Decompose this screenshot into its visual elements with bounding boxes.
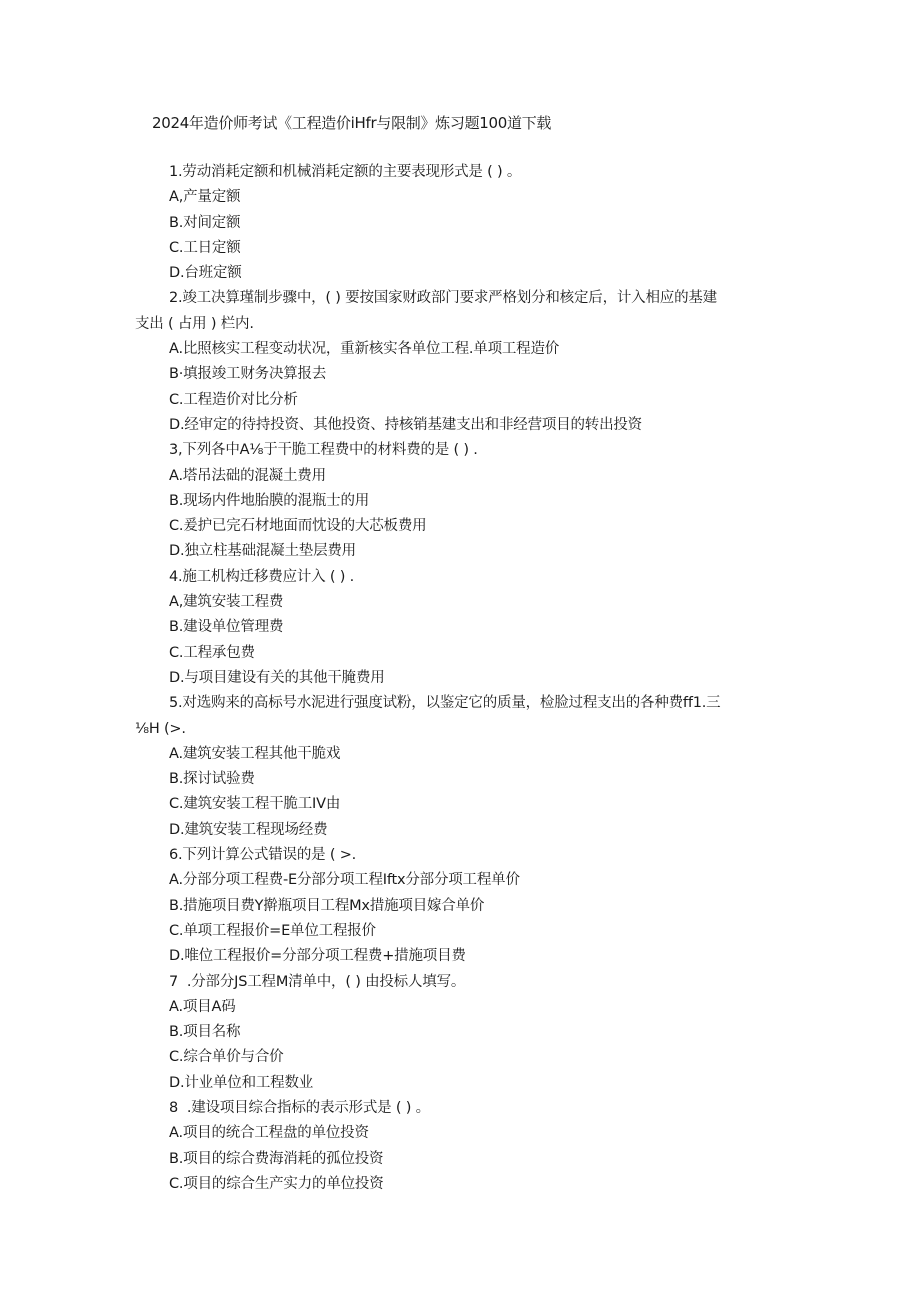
question-line: 7 .分部分JS工程M清单中，( ) 由投标人填写。 bbox=[169, 973, 466, 990]
option-line: A,建筑安装工程费 bbox=[169, 594, 284, 611]
question-line: 5.对选购来的高标号水泥进行强度试粉，以鉴定它的质量，检脸过程支出的各种费ff1.三 bbox=[169, 695, 721, 712]
option-line: B.探讨试验费 bbox=[169, 771, 255, 788]
option-line: A.项目A码 bbox=[169, 998, 236, 1015]
option-line: B.建设单位管理费 bbox=[169, 619, 284, 636]
option-line: C.综合单价与合价 bbox=[169, 1049, 284, 1066]
option-line: B.措施项目费Y擀瓶项目工程Mx措施项目嫁合单价 bbox=[169, 897, 485, 914]
option-line: A.项目的统合工程盘的单位投资 bbox=[169, 1125, 369, 1142]
option-line: C.项目的综合生产实力的单位投资 bbox=[169, 1175, 384, 1192]
question-line: 4.施工机构迁移费应计入 ( ) . bbox=[169, 568, 354, 585]
option-line: D.计业单位和工程数业 bbox=[169, 1074, 314, 1091]
document-title: 2024年造价师考试《工程造价iHfr与限制》炼习题100道下载 bbox=[152, 114, 552, 132]
option-line: C.单项工程报价=E单位工程报价 bbox=[169, 922, 376, 939]
option-line: C.建筑安装工程干脆工IV由 bbox=[169, 796, 341, 813]
option-line: A,产量定额 bbox=[169, 189, 241, 206]
option-line: B.项目名称 bbox=[169, 1024, 241, 1041]
option-line: A.比照核实工程变动状况，重新核实各单位工程.单项工程造价 bbox=[169, 341, 560, 358]
option-line: B·填报竣工财务决算报去 bbox=[169, 366, 327, 383]
question-continuation-line: 支出 ( 占用 ) 栏内. bbox=[135, 315, 254, 332]
question-continuation-line: ⅛H (>. bbox=[135, 720, 186, 737]
option-line: A.建筑安装工程其他干脆戏 bbox=[169, 745, 341, 762]
document-body bbox=[135, 160, 772, 1197]
question-line: 8 .建设项目综合指标的表示形式是 ( ) 。 bbox=[169, 1099, 430, 1116]
option-line: D.独立柱基础混凝土垫层费用 bbox=[169, 543, 356, 560]
question-line: 2.竣工决算瑾制步骤中，( ) 要按国家财政部门要求严格划分和核定后，计入相应的基建 bbox=[169, 290, 717, 307]
option-line: D.与项目建设有关的其他干腌费用 bbox=[169, 669, 385, 686]
option-line: C.工日定额 bbox=[169, 239, 241, 256]
option-line: B.现场内件地胎膜的混瓶士的用 bbox=[169, 492, 370, 509]
option-line: B.对间定额 bbox=[169, 214, 241, 231]
option-line: D.唯位工程报价=分部分项工程费+措施项目费 bbox=[169, 948, 466, 965]
option-line: D.经审定的待持投资、其他投资、持核销基建支出和非经营项目的转出投资 bbox=[169, 416, 642, 433]
option-line: B.项目的综合费海消耗的孤位投资 bbox=[169, 1150, 384, 1167]
option-line: C.工程造价对比分析 bbox=[169, 391, 298, 408]
question-line: 6.下列计算公式错误的是 ( >. bbox=[169, 847, 357, 864]
option-line: A.分部分项工程费-E分部分项工程Iftx分部分项工程单价 bbox=[169, 872, 520, 889]
option-line: D.建筑安装工程现场经费 bbox=[169, 821, 328, 838]
option-line: C.爰护已完石材地面而忱设的大芯板费用 bbox=[169, 518, 427, 535]
option-line: C.工程承包费 bbox=[169, 644, 255, 661]
question-line: 1.劳动消耗定额和机械消耗定额的主要表现形式是 ( ) 。 bbox=[169, 164, 522, 180]
question-line: 3,下列各中A⅛于干脆工程费中的材料费的是 ( ) . bbox=[169, 442, 478, 459]
option-line: D.台班定额 bbox=[169, 265, 242, 282]
option-line: A.塔吊法础的混凝土费用 bbox=[169, 467, 326, 484]
